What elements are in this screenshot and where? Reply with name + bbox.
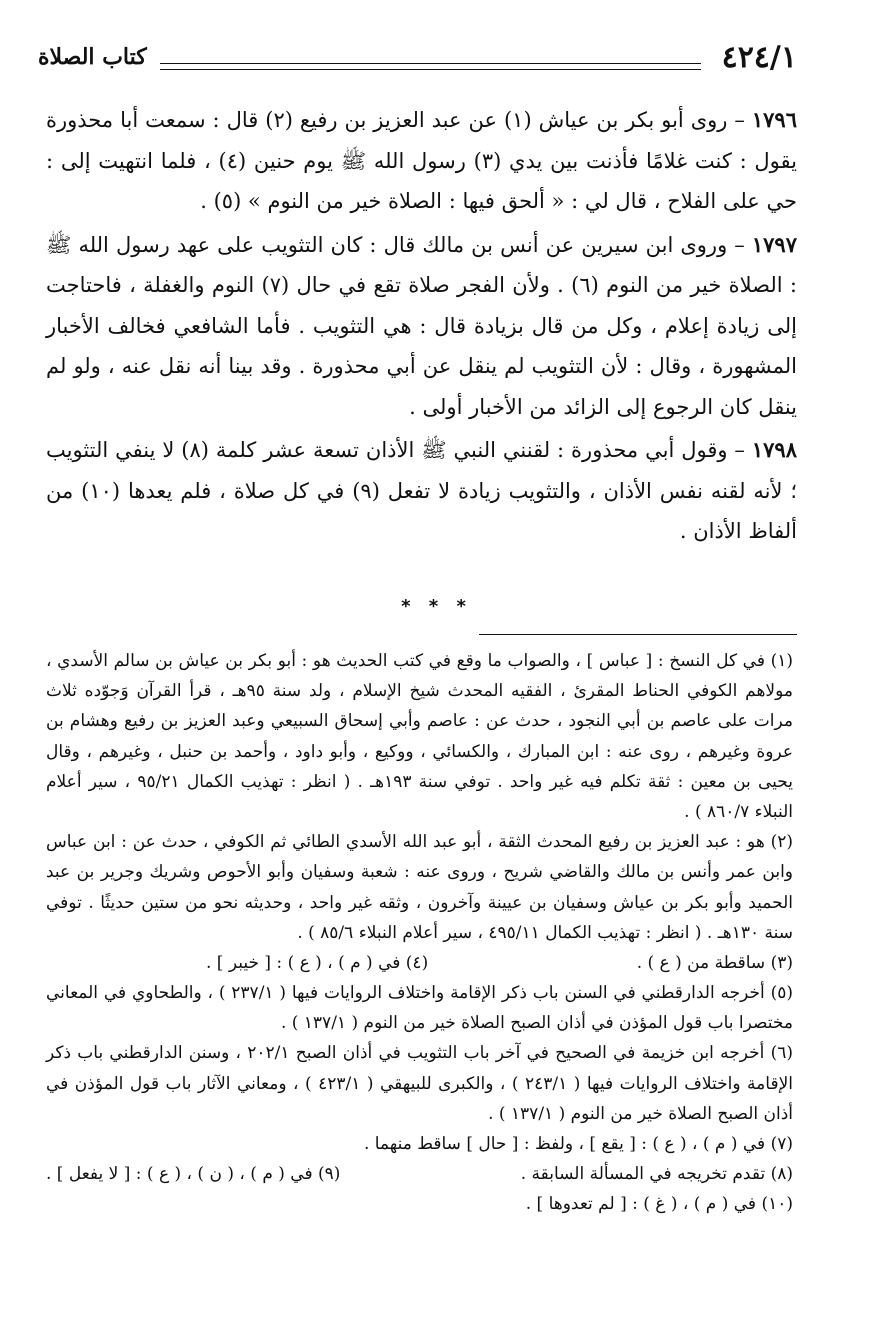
page-number: ٤٢٤/١ [721,40,797,75]
book-title: كتاب الصلاة [38,44,147,70]
paragraph-text: – روى أبو بكر بن عياش (١) عن عبد العزيز بن رفيع (٢) قال : سمعت أبا محذورة يقول : كنت غلامًا فأذنت بين يدي (٣) رسول الله ﷺ يوم حنين (٤) ، فلما انتهيت إلى : حي على الفلاح ، قال لي : « ألحق فيها : الصلاة خير من النوم » (٥) . [46,108,797,213]
footnote-8: (٨) تقدم تخريجه في المسألة السابقة . [520,1164,793,1185]
issue-number: ١٧٩٦ [751,107,797,132]
footnote-6: (٦) أخرجه ابن خزيمة في الصحيح في آخر باب التثويب في أذان الصبح ٢٠٢/١ ، وسنن الدارقطني باب ذكر الإقامة واختلاف الروايات فيها ( ٢٤٣/١ ) ، والكبرى للبيهقي ( ٤٢٣/١ ) ، ومعاني الآثار باب قول المؤذن في أذان الصبح الصلاة خير من النوم ( ١٣٧/١ ) . [46,1043,793,1124]
header-double-rule [160,63,701,70]
main-text [46,100,797,555]
paragraph-text: – وروى ابن سيرين عن أنس بن مالك قال : كان التثويب على عهد رسول الله ﷺ : الصلاة خير من النوم (٦) . ولأن الفجر صلاة تقع في حال (٧) النوم والغفلة ، فاحتاجت إلى زيادة إعلام ، وكل من قال بزيادة قال : هي التثويب . فأما الشافعي فخالف الأخبار المشهورة ، وقال : لأن التثويب لم ينقل عن أبي محذورة . وقد بينا أنه نقل عنه ، ولو لم ينقل كان الرجوع إلى الزائد من الأخبار أولى . [46,232,798,419]
footnote-2: (٢) هو : عبد العزيز بن رفيع المحدث الثقة ، أبو عبد الله الأسدي الطائي ثم الكوفي ، حدث عن : ابن عباس وابن عمر وأنس بن مالك والقاضي شريح ، وروى عنه : شعبة وسفيان وأبو الأحوص وشريك وجرير بن عبد الحميد وأبو بكر بن عياش وسفيان بن عيينة وآخرون ، وثقه غير واحد ، وحديثه نحو من ستين حديثًا . توفي سنة ١٣٠هـ . ( انظر : تهذيب الكمال ٤٩٥/١١ ، سير أعلام النبلاء ٨٥/٦ ) . [46,832,793,943]
footnotes-8-9-row [46,1159,793,1189]
footnote-7: (٧) في ( م ) ، ( ع ) : [ يقع ] ، ولفظ : [ حال ] ساقط منهما . [363,1134,793,1155]
footnote-5: (٥) أخرجه الدارقطني في السنن باب ذكر الإقامة واختلاف الروايات فيها ( ٢٣٧/١ ) ، والطحاوي في المعاني مختصرا باب قول المؤذن في أذان الصبح الصلاة خير من النوم ( ١٣٧/١ ) . [46,983,793,1034]
issue-number: ١٧٩٨ [751,437,797,462]
running-header [38,40,797,84]
footnote-4: (٤) في ( م ) ، ( ع ) : [ خيبر ] . [206,953,429,974]
paragraph-1796 [46,100,797,222]
paragraph-1797 [46,225,797,428]
footnote-3: (٣) ساقطة من ( ع ) . [636,953,793,974]
footnote-9: (٩) في ( م ) ، ( ن ) ، ( ع ) : [ لا يفعل ] . [46,1164,341,1185]
footnote-1: (١) في كل النسخ : [ عباس ] ، والصواب ما وقع في كتب الحديث هو : أبو بكر بن عياش بن سالم الأسدي ، مولاهم الكوفي الحناط المقرئ ، الفقيه المحدث شيخ الإسلام ، ولد سنة ٩٥هـ ، قرأ القرآن وَجوّده ثلاث مرات على عاصم بن أبي النجود ، حدث عن : عاصم وأبي إسحاق السبيعي وعبد العزيز بن رفيع وهشام بن عروة وغيرهم ، روى عنه : ابن المبارك ، والكسائي ، ووكيع ، وأبو داود ، وأحمد بن حنبل ، وغيرهم ، وقال يحيى بن معين : ثقة تكلم فيه غير واحد . توفي سنة ١٩٣هـ . ( انظر : تهذيب الكمال ٩٥/٢١ ، سير أعلام النبلاء ٨٦٠/٧ ) . [46,651,793,823]
issue-number: ١٧٩٧ [751,231,797,257]
paragraph-1798 [46,430,797,552]
footnotes-3-4-row [46,948,793,978]
footnote-10: (١٠) في ( م ) ، ( غ ) : [ لم تعدوها ] . [525,1194,793,1215]
footnotes [46,646,793,1219]
section-separator: * * * [401,596,472,617]
paragraph-text: – وقول أبي محذورة : لقنني النبي ﷺ الأذان تسعة عشر كلمة (٨) لا ينفي التثويب ؛ لأنه لقنه نفس الأذان ، والتثويب زيادة لا تفعل (٩) في كل صلاة ، فلم يعدها (١٠) من ألفاظ الأذان . [46,438,798,543]
footnote-divider [479,634,797,635]
